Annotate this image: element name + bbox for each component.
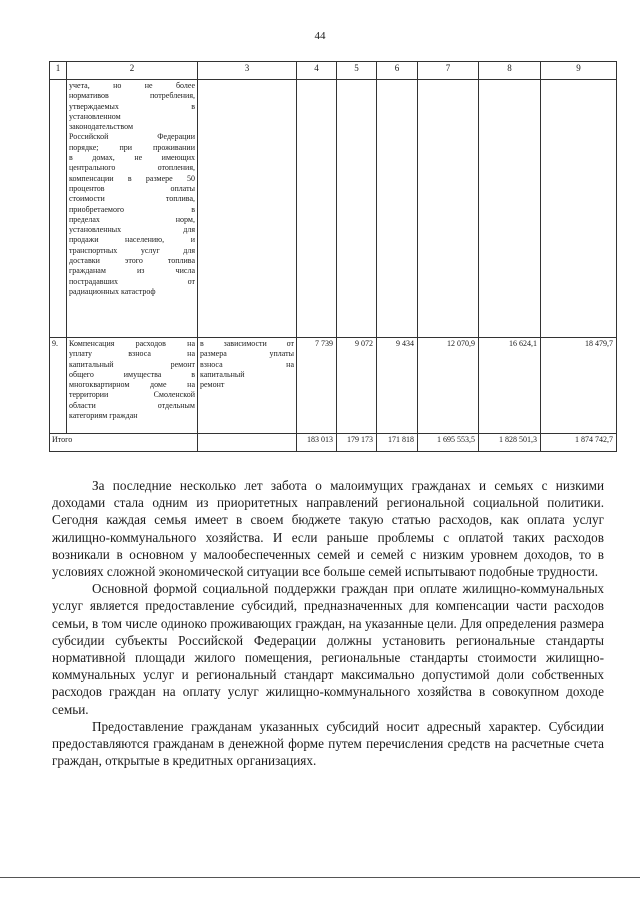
cell-text-line: Компенсация расходов на <box>69 339 195 348</box>
cell-text-line: территории Смоленской <box>69 390 195 400</box>
cell-text-line: нормативов потребления, <box>69 91 195 101</box>
cell-text-line: стоимости топлива, <box>69 194 195 204</box>
header-cell: 8 <box>479 62 541 80</box>
cell-text-line: капитальный ремонт <box>69 359 195 369</box>
cell-text-line: учета, но не более <box>69 81 195 90</box>
table-cell <box>479 80 541 338</box>
cell-text-line: многоквартирном доме на <box>69 380 195 390</box>
page-number: 44 <box>314 30 326 42</box>
total-label: Итого <box>50 434 198 452</box>
cell-text-line: взноса на <box>200 359 294 369</box>
header-cell: 2 <box>67 62 198 80</box>
cell-text-line: общего имущества в <box>69 369 195 379</box>
footer-rule <box>0 877 640 878</box>
header-cell: 3 <box>198 62 297 80</box>
total-value: 1 874 742,7 <box>541 434 617 452</box>
cell-text-line: капитальный <box>200 369 245 379</box>
cell-text-line: установленном <box>69 111 121 121</box>
total-value: 183 013 <box>297 434 337 452</box>
value-cell: 9 434 <box>377 338 418 434</box>
measure-condition <box>198 338 297 434</box>
cell-text-line: законодательством <box>69 122 134 132</box>
cell-text-line: процентов оплаты <box>69 183 195 193</box>
cell-text-line: установленных для <box>69 225 195 235</box>
table-cell <box>337 80 377 338</box>
cell-text-line: продажи населению, и <box>69 235 195 245</box>
cell-text-line: пределах норм, <box>69 214 195 224</box>
value-cell: 12 070,9 <box>418 338 479 434</box>
paragraph: Основной формой социальной поддержки граждан при оплате жилищно-коммунальных услуг является предоставление субсидий, предназначенных для компенсации части расходов семьи, в том числе одиноко проживающих граждан, на указанные цели. Для определения размера субсидии субъекты Российской Федерации должны установить региональные стандарты нормативной площади жилого помещения, региональные стандарты стоимости жилищно-коммунальных услуг и региональный стандарт максимально допустимой доли собственных расходов граждан на оплату услуг жилищно-коммунального хозяйства в совокупном доходе семьи. <box>52 581 604 717</box>
cell-text-line: центрального отопления, <box>69 163 195 173</box>
measure-description <box>67 338 198 434</box>
header-cell: 9 <box>541 62 617 80</box>
cell-text-line: размера уплаты <box>200 349 294 359</box>
measure-description <box>67 80 198 338</box>
cell-text-line: категориям граждан <box>69 411 138 421</box>
cell-text-line: радиационных катастроф <box>69 286 156 296</box>
total-value: 179 173 <box>337 434 377 452</box>
table-cell <box>297 80 337 338</box>
header-cell: 1 <box>50 62 67 80</box>
table-cell <box>198 434 297 452</box>
value-cell: 16 624,1 <box>479 338 541 434</box>
cell-text-line: уплату взноса на <box>69 349 195 359</box>
cell-text-line: транспортных услуг для <box>69 245 195 255</box>
total-row <box>50 434 617 452</box>
cell-text-line: порядке; при проживании <box>69 142 195 152</box>
body-text <box>52 477 604 769</box>
cell-text-line: ремонт <box>200 380 225 390</box>
table-row <box>50 80 617 338</box>
table-header-row <box>50 62 617 80</box>
cell-text-line: приобретаемого в <box>69 204 195 214</box>
budget-table <box>49 61 617 452</box>
value-cell: 9 072 <box>337 338 377 434</box>
table-cell <box>541 80 617 338</box>
cell-text-line: компенсации в размере 50 <box>69 173 195 183</box>
paragraph: За последние несколько лет забота о малоимущих гражданах и семьях с низкими доходами стала одним из приоритетных направлений региональной социальной политики. Сегодня каждая семья имеет в своем бюджете такую статью расходов, как оплата услуг жилищно-коммунального хозяйства. И если раньше проблемы с оплатой таких расходов возникали в основном у малообеспеченных семей и семей с низким уровнем доходов, то в условиях сложной экономической ситуации все больше семей испытывают подобные трудности. <box>52 478 604 580</box>
header-cell: 6 <box>377 62 418 80</box>
cell-text-line: в домах, не имеющих <box>69 153 195 163</box>
table-cell <box>418 80 479 338</box>
cell-text-line: доставки этого топлива <box>69 256 195 266</box>
total-value: 1 828 501,3 <box>479 434 541 452</box>
value-cell: 18 479,7 <box>541 338 617 434</box>
cell-text-line: Российской Федерации <box>69 132 195 142</box>
table-cell <box>377 80 418 338</box>
cell-text-line: утверждаемых в <box>69 101 195 111</box>
cell-text-line: в зависимости от <box>200 339 294 348</box>
paragraph: Предоставление гражданам указанных субсидий носит адресный характер. Субсидии предоставляются гражданам в денежной форме путем перечисления средств на расчетные счета граждан, открытые в кредитных организациях. <box>52 718 604 769</box>
header-cell: 5 <box>337 62 377 80</box>
table-cell <box>198 80 297 338</box>
total-value: 171 818 <box>377 434 418 452</box>
header-cell: 4 <box>297 62 337 80</box>
cell-text-line: области отдельным <box>69 400 195 410</box>
value-cell: 7 739 <box>297 338 337 434</box>
total-value: 1 695 553,5 <box>418 434 479 452</box>
table-cell <box>50 80 67 338</box>
cell-text-line: гражданам из числа <box>69 266 195 276</box>
table-row <box>50 338 617 434</box>
header-cell: 7 <box>418 62 479 80</box>
row-number: 9. <box>50 338 67 434</box>
cell-text-line: пострадавших от <box>69 276 195 286</box>
